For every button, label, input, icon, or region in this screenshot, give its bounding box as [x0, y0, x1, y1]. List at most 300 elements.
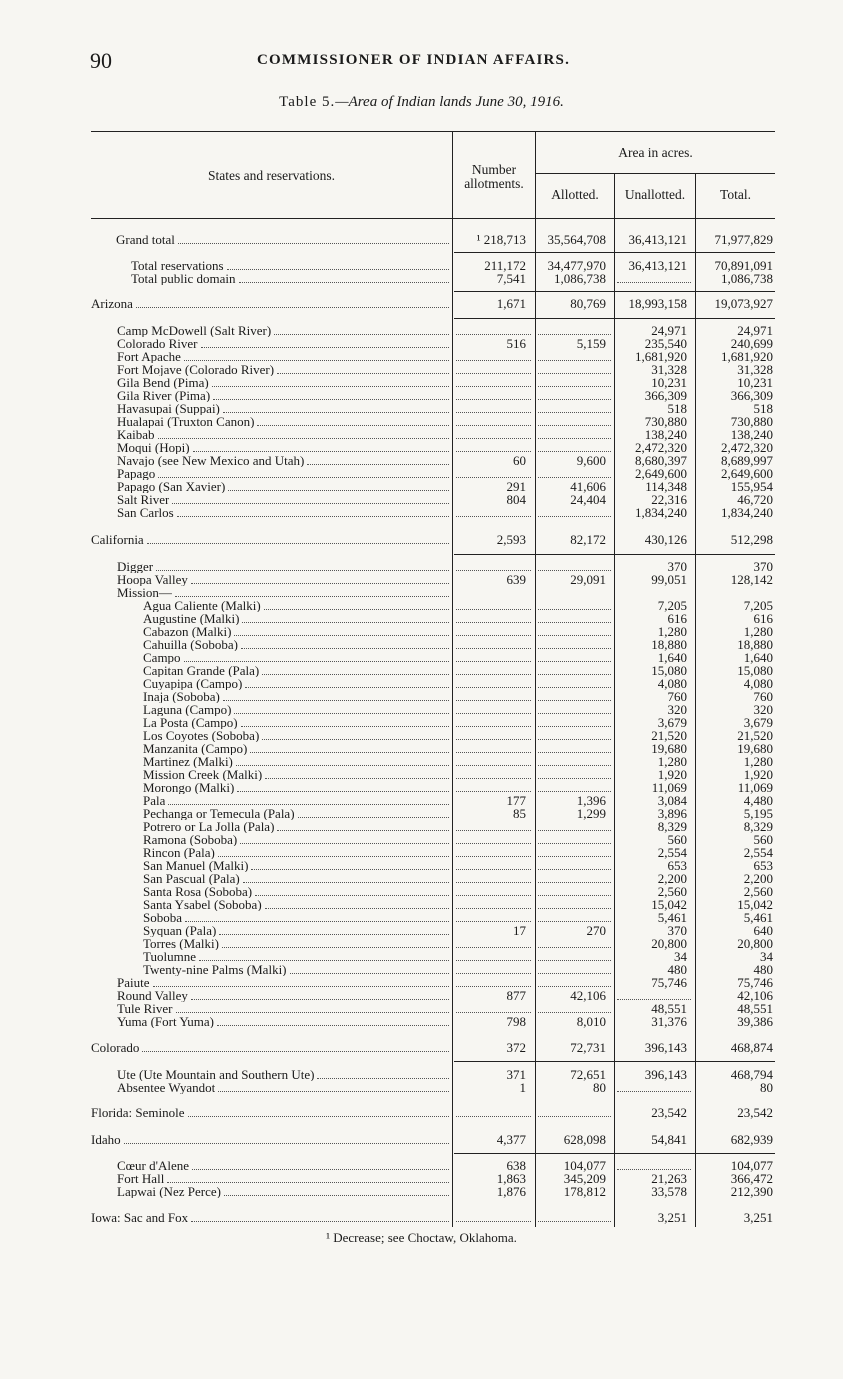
empty-cell-dots — [456, 425, 531, 426]
empty-cell-dots — [538, 752, 611, 753]
cell-value: 19,073,927 — [714, 296, 773, 311]
cell-value: 2,200 — [743, 871, 773, 886]
row-label: Capitan Grande (Pala) — [143, 664, 260, 677]
table-row — [0, 729, 843, 742]
table-row — [0, 573, 843, 586]
cell-value: 99,051 — [651, 572, 687, 587]
cell-value: 24,404 — [570, 492, 606, 507]
cell-value: 5,195 — [743, 806, 773, 821]
table-row — [0, 833, 843, 846]
table-row — [0, 376, 843, 389]
cell-value: 15,042 — [651, 897, 687, 912]
row-label: Torres (Malki) — [143, 937, 219, 950]
row-label: Total reservations — [131, 259, 224, 272]
cell-value: 370 — [667, 559, 687, 574]
cell-value: 21,263 — [651, 1171, 687, 1186]
cell-value: 5,159 — [576, 336, 606, 351]
leader-dots — [234, 635, 449, 636]
table-row — [0, 493, 843, 506]
empty-cell-dots — [538, 373, 611, 374]
empty-cell-dots — [538, 843, 611, 844]
leader-dots — [184, 360, 449, 361]
cell-value: 33,578 — [651, 1184, 687, 1199]
leader-dots — [241, 648, 449, 649]
cell-value: 42,106 — [570, 988, 606, 1003]
table-row — [0, 350, 843, 363]
empty-cell-dots — [538, 360, 611, 361]
table-row — [0, 415, 843, 428]
cell-value: 682,939 — [730, 1132, 773, 1147]
table-row — [0, 885, 843, 898]
empty-cell-dots — [456, 856, 531, 857]
cell-value: 516 — [506, 336, 526, 351]
leader-dots — [192, 1169, 449, 1170]
leader-dots — [241, 726, 449, 727]
table-row — [0, 337, 843, 350]
cell-value: 1,640 — [743, 650, 773, 665]
leader-dots — [223, 412, 449, 413]
leader-dots — [184, 661, 449, 662]
cell-value: 17 — [513, 923, 526, 938]
cell-value: 512,298 — [730, 532, 773, 547]
header-states: States and reservations. — [207, 168, 336, 183]
row-label: Soboba — [143, 911, 182, 924]
row-label: Morongo (Malki) — [143, 781, 235, 794]
cell-value: 2,554 — [743, 845, 773, 860]
cell-value: 430,126 — [644, 532, 687, 547]
leader-dots — [136, 307, 449, 308]
leader-dots — [178, 243, 449, 244]
cell-value: 22,316 — [651, 492, 687, 507]
row-label: Papago — [117, 467, 156, 480]
empty-cell-dots — [538, 412, 611, 413]
cell-value: 10,231 — [651, 375, 687, 390]
cell-value: 1,640 — [657, 650, 687, 665]
leader-dots — [251, 869, 449, 870]
leader-dots — [262, 739, 449, 740]
table-title: —Area of Indian lands June 30, 1916. — [335, 94, 564, 110]
cell-value: 24,971 — [651, 323, 687, 338]
table-row — [0, 924, 843, 937]
leader-dots — [234, 713, 449, 714]
section-rule — [454, 318, 775, 319]
section-rule — [454, 291, 775, 292]
empty-cell-dots — [538, 895, 611, 896]
cell-value: 638 — [506, 1158, 526, 1173]
leader-dots — [237, 791, 449, 792]
cell-value: 23,542 — [737, 1105, 773, 1120]
cell-value: 1,920 — [743, 767, 773, 782]
cell-value: 54,841 — [651, 1132, 687, 1147]
cell-value: 31,328 — [737, 362, 773, 377]
cell-value: 18,880 — [737, 637, 773, 652]
leader-dots — [243, 882, 449, 883]
table-row — [0, 533, 843, 546]
table-row — [0, 297, 843, 310]
cell-value: 1,681,920 — [635, 349, 687, 364]
empty-cell-dots — [538, 921, 611, 922]
cell-value: 396,143 — [644, 1067, 687, 1082]
empty-cell-dots — [538, 451, 611, 452]
cell-value: 48,551 — [651, 1001, 687, 1016]
cell-value: 1 — [519, 1080, 526, 1095]
cell-value: 80,769 — [570, 296, 606, 311]
table-row — [0, 506, 843, 519]
empty-cell-dots — [538, 700, 611, 701]
leader-dots — [217, 1025, 449, 1026]
table-row — [0, 677, 843, 690]
empty-cell-dots — [538, 947, 611, 948]
cell-value: 1,396 — [576, 793, 606, 808]
empty-cell-dots — [456, 947, 531, 948]
table-row — [0, 911, 843, 924]
cell-value: 518 — [753, 401, 773, 416]
section-rule — [454, 1153, 775, 1154]
cell-value: 560 — [753, 832, 773, 847]
cell-value: 320 — [753, 702, 773, 717]
empty-cell-dots — [456, 908, 531, 909]
cell-value: 1,834,240 — [635, 505, 687, 520]
cell-value: 240,699 — [730, 336, 773, 351]
cell-value: 560 — [667, 832, 687, 847]
cell-value: 730,880 — [644, 414, 687, 429]
empty-cell-dots — [538, 726, 611, 727]
cell-value: 9,600 — [576, 453, 606, 468]
row-label: Martinez (Malki) — [143, 755, 233, 768]
table-row — [0, 441, 843, 454]
leader-dots — [307, 464, 449, 465]
table-header-rule — [91, 218, 775, 219]
cell-value: ¹ 218,713 — [476, 232, 526, 247]
table-row — [0, 1041, 843, 1054]
cell-value: 7,205 — [657, 598, 687, 613]
empty-cell-dots — [538, 661, 611, 662]
row-label: Potrero or La Jolla (Pala) — [143, 820, 275, 833]
empty-cell-dots — [538, 635, 611, 636]
cell-value: 20,800 — [737, 936, 773, 951]
row-label: Iowa: Sac and Fox — [91, 1211, 189, 1224]
cell-value: 8,329 — [657, 819, 687, 834]
cell-value: 4,480 — [743, 793, 773, 808]
table-row — [0, 846, 843, 859]
empty-cell-dots — [456, 334, 531, 335]
cell-value: 21,520 — [651, 728, 687, 743]
cell-value: 5,461 — [657, 910, 687, 925]
leader-dots — [185, 921, 449, 922]
header-allotted: Allotted. — [551, 187, 599, 202]
cell-value: 1,299 — [576, 806, 606, 821]
cell-value: 2,554 — [657, 845, 687, 860]
row-label: Inaja (Soboba) — [143, 690, 220, 703]
table-row — [0, 363, 843, 376]
table-row — [0, 1081, 843, 1094]
row-label: Absentee Wyandot — [117, 1081, 216, 1094]
cell-value: 80 — [593, 1080, 606, 1095]
cell-value: 480 — [753, 962, 773, 977]
empty-cell-dots — [456, 752, 531, 753]
cell-value: 798 — [506, 1014, 526, 1029]
row-label: San Manuel (Malki) — [143, 859, 249, 872]
empty-cell-dots — [456, 674, 531, 675]
cell-value: 480 — [667, 962, 687, 977]
cell-value: 1,086,738 — [554, 271, 606, 286]
cell-value: 18,993,158 — [628, 296, 687, 311]
empty-cell-dots — [617, 999, 691, 1000]
cell-value: 114,348 — [645, 479, 687, 494]
leader-dots — [264, 609, 449, 610]
cell-value: 41,606 — [570, 479, 606, 494]
cell-value: 34,477,970 — [547, 258, 606, 273]
empty-cell-dots — [456, 843, 531, 844]
cell-value: 71,977,829 — [714, 232, 773, 247]
running-title: COMMISSIONER OF INDIAN AFFAIRS. — [257, 52, 571, 68]
table-row — [0, 742, 843, 755]
empty-cell-dots — [538, 516, 611, 517]
table-row — [0, 807, 843, 820]
row-label: Papago (San Xavier) — [117, 480, 226, 493]
cell-value: 82,172 — [570, 532, 606, 547]
row-label: Syquan (Pala) — [143, 924, 217, 937]
empty-cell-dots — [456, 921, 531, 922]
table-row — [0, 664, 843, 677]
section-rule — [454, 554, 775, 555]
row-label: Tule River — [117, 1002, 173, 1015]
leader-dots — [219, 934, 449, 935]
leader-dots — [199, 960, 449, 961]
empty-cell-dots — [538, 386, 611, 387]
leader-dots — [142, 1051, 449, 1052]
row-label: Havasupai (Suppai) — [117, 402, 220, 415]
row-label: Fort Hall — [117, 1172, 165, 1185]
empty-cell-dots — [456, 661, 531, 662]
cell-value: 212,390 — [730, 1184, 773, 1199]
row-label: Ramona (Soboba) — [143, 833, 238, 846]
table-row — [0, 703, 843, 716]
cell-value: 46,720 — [737, 492, 773, 507]
cell-value: 20,800 — [651, 936, 687, 951]
cell-value: 1,920 — [657, 767, 687, 782]
cell-value: 80 — [760, 1080, 773, 1095]
row-label: Round Valley — [117, 989, 188, 1002]
row-label: Paiute — [117, 976, 150, 989]
empty-cell-dots — [538, 765, 611, 766]
empty-cell-dots — [456, 360, 531, 361]
cell-value: 19,680 — [737, 741, 773, 756]
cell-value: 85 — [513, 806, 526, 821]
cell-value: 616 — [753, 611, 773, 626]
cell-value: 2,560 — [657, 884, 687, 899]
leader-dots — [158, 477, 449, 478]
cell-value: 8,689,997 — [721, 453, 773, 468]
row-label: California — [91, 533, 144, 546]
row-label: Augustine (Malki) — [143, 612, 240, 625]
row-label: Hualapai (Truxton Canon) — [117, 415, 255, 428]
empty-cell-dots — [538, 570, 611, 571]
row-label: Cahuilla (Soboba) — [143, 638, 238, 651]
cell-value: 48,551 — [737, 1001, 773, 1016]
row-label: Grand total — [116, 233, 175, 246]
cell-value: 34 — [760, 949, 773, 964]
empty-cell-dots — [456, 477, 531, 478]
cell-value: 8,329 — [743, 819, 773, 834]
cell-value: 211,172 — [484, 258, 526, 273]
empty-cell-dots — [456, 570, 531, 571]
cell-value: 760 — [753, 689, 773, 704]
empty-cell-dots — [538, 778, 611, 779]
table-row — [0, 820, 843, 833]
cell-value: 15,080 — [737, 663, 773, 678]
cell-value: 3,251 — [743, 1210, 773, 1225]
cell-value: 75,746 — [651, 975, 687, 990]
empty-cell-dots — [538, 687, 611, 688]
row-label: Los Coyotes (Soboba) — [143, 729, 260, 742]
empty-cell-dots — [538, 713, 611, 714]
leader-dots — [188, 1116, 449, 1117]
leader-dots — [298, 817, 449, 818]
cell-value: 366,309 — [730, 388, 773, 403]
cell-value: 15,080 — [651, 663, 687, 678]
empty-cell-dots — [456, 869, 531, 870]
empty-cell-dots — [456, 516, 531, 517]
row-label: Pala — [143, 794, 166, 807]
leader-dots — [265, 778, 449, 779]
empty-cell-dots — [538, 869, 611, 870]
cell-value: 396,143 — [644, 1040, 687, 1055]
empty-cell-dots — [538, 674, 611, 675]
empty-cell-dots — [538, 830, 611, 831]
cell-value: 8,680,397 — [635, 453, 687, 468]
table-row — [0, 1068, 843, 1081]
row-label: San Pascual (Pala) — [143, 872, 240, 885]
cell-value: 3,896 — [657, 806, 687, 821]
cell-value: 1,671 — [496, 296, 526, 311]
empty-cell-dots — [456, 635, 531, 636]
row-label: Navajo (see New Mexico and Utah) — [117, 454, 305, 467]
leader-dots — [255, 895, 449, 896]
empty-cell-dots — [456, 700, 531, 701]
empty-cell-dots — [538, 882, 611, 883]
cell-value: 18,880 — [651, 637, 687, 652]
empty-cell-dots — [538, 1012, 611, 1013]
row-label: Laguna (Campo) — [143, 703, 232, 716]
leader-dots — [257, 425, 449, 426]
empty-cell-dots — [538, 908, 611, 909]
leader-dots — [167, 1182, 449, 1183]
empty-cell-dots — [538, 609, 611, 610]
empty-cell-dots — [456, 778, 531, 779]
leader-dots — [240, 843, 449, 844]
leader-dots — [156, 570, 449, 571]
table-row — [0, 612, 843, 625]
cell-value: 10,231 — [737, 375, 773, 390]
table-row — [0, 937, 843, 950]
empty-cell-dots — [456, 451, 531, 452]
empty-cell-dots — [456, 973, 531, 974]
table-row — [0, 1002, 843, 1015]
cell-value: 2,593 — [496, 532, 526, 547]
cell-value: 31,328 — [651, 362, 687, 377]
cell-value: 39,386 — [737, 1014, 773, 1029]
row-label: Santa Rosa (Soboba) — [143, 885, 253, 898]
table-row — [0, 690, 843, 703]
cell-value: 235,540 — [644, 336, 687, 351]
table-row — [0, 1159, 843, 1172]
empty-cell-dots — [456, 1012, 531, 1013]
leader-dots — [245, 687, 449, 688]
empty-cell-dots — [456, 609, 531, 610]
empty-cell-dots — [538, 399, 611, 400]
cell-value: 1,086,738 — [721, 271, 773, 286]
table-row — [0, 716, 843, 729]
empty-cell-dots — [538, 425, 611, 426]
cell-value: 23,542 — [651, 1105, 687, 1120]
empty-cell-dots — [456, 882, 531, 883]
cell-value: 31,376 — [651, 1014, 687, 1029]
table-row — [0, 755, 843, 768]
cell-value: 372 — [506, 1040, 526, 1055]
cell-value: 72,651 — [570, 1067, 606, 1082]
empty-cell-dots — [538, 438, 611, 439]
table-row — [0, 989, 843, 1002]
leader-dots — [250, 752, 449, 753]
leader-dots — [172, 503, 449, 504]
empty-cell-dots — [456, 687, 531, 688]
row-label: Mission— — [117, 586, 172, 599]
empty-cell-dots — [538, 648, 611, 649]
leader-dots — [290, 973, 449, 974]
row-label: Cuyapipa (Campo) — [143, 677, 243, 690]
leader-dots — [239, 282, 449, 283]
table-row — [0, 560, 843, 573]
empty-cell-dots — [538, 791, 611, 792]
cell-value: 4,080 — [657, 676, 687, 691]
table-top-rule — [91, 131, 775, 132]
empty-cell-dots — [456, 765, 531, 766]
table-row — [0, 898, 843, 911]
cell-value: 2,649,600 — [635, 466, 687, 481]
table-caption — [0, 94, 843, 111]
row-label: Lapwai (Nez Perce) — [117, 1185, 221, 1198]
cell-value: 70,891,091 — [714, 258, 773, 273]
table-row — [0, 794, 843, 807]
leader-dots — [223, 700, 449, 701]
empty-cell-dots — [456, 438, 531, 439]
table-row — [0, 1172, 843, 1185]
cell-value: 639 — [506, 572, 526, 587]
cell-value: 804 — [506, 492, 526, 507]
table-row — [0, 259, 843, 272]
empty-cell-dots — [538, 986, 611, 987]
cell-value: 291 — [506, 479, 526, 494]
table-row — [0, 859, 843, 872]
cell-value: 138,240 — [730, 427, 773, 442]
cell-value: 366,472 — [730, 1171, 773, 1186]
row-label: Salt River — [117, 493, 170, 506]
empty-cell-dots — [538, 1221, 611, 1222]
cell-value: 2,472,320 — [721, 440, 773, 455]
cell-value: 15,042 — [737, 897, 773, 912]
empty-cell-dots — [456, 895, 531, 896]
empty-cell-dots — [456, 960, 531, 961]
leader-dots — [317, 1078, 449, 1079]
leader-dots — [227, 269, 449, 270]
cell-value: 366,309 — [644, 388, 687, 403]
cell-value: 21,520 — [737, 728, 773, 743]
table-label: Table 5. — [279, 94, 336, 110]
empty-cell-dots — [456, 412, 531, 413]
table-row — [0, 272, 843, 285]
leader-dots — [124, 1143, 449, 1144]
